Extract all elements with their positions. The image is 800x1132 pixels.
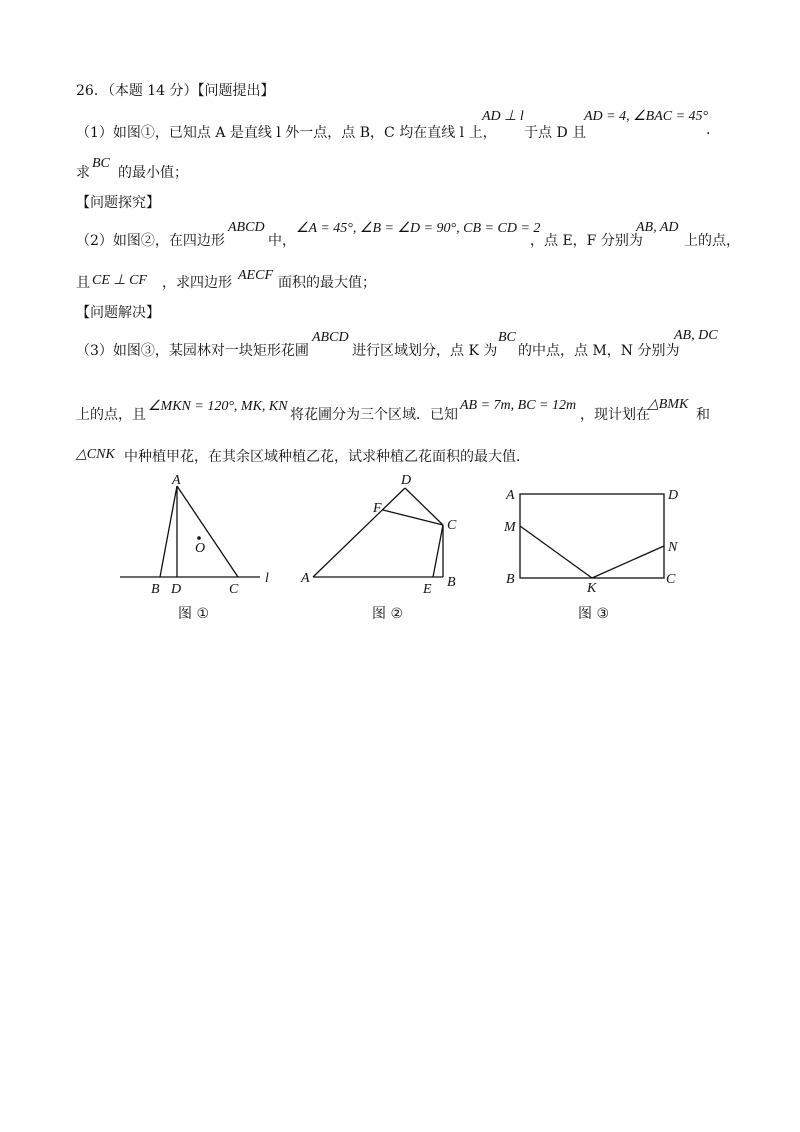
part2-text-c: ，点 E，F 分别为	[530, 233, 643, 249]
label-d: D	[401, 473, 412, 488]
part2-math-perp: CE ⊥ CF	[92, 273, 147, 288]
part1-text-b: 于点 D 且	[524, 125, 587, 141]
label-d: D	[668, 488, 679, 503]
segment-dc	[405, 488, 443, 525]
part2-math-abcd: ABCD	[228, 220, 265, 235]
part2-cond-c: 面积的最大值；	[278, 275, 376, 291]
label-a: A	[301, 571, 310, 586]
part3-math-bmk: △BMK	[648, 397, 689, 412]
part1-question-b: 的最小值；	[118, 165, 188, 181]
part3-math-angle: ∠MKN = 120°, MK, KN	[148, 399, 288, 414]
part3-math-abdc: AB, DC	[674, 328, 718, 343]
figure-3-caption: 图 ③	[578, 606, 610, 622]
figure-2	[295, 470, 475, 595]
point-o	[197, 536, 201, 540]
part3-text-b: 进行区域划分，点 K 为	[352, 343, 498, 359]
part3-cond-c: ，现计划在	[580, 407, 650, 423]
label-d: D	[171, 582, 182, 595]
part2-math-cond: ∠A = 45°, ∠B = ∠D = 90°, CB = CD = 2	[296, 221, 541, 236]
part3-math-abcd: ABCD	[312, 330, 349, 345]
problem-header: 26．（本题 14 分）【问题提出】	[76, 83, 275, 99]
rectangle-abcd	[520, 494, 664, 578]
part3-cond-d: 和	[696, 407, 710, 423]
label-b: B	[151, 582, 160, 595]
figure-1-caption: 图 ①	[178, 606, 210, 622]
label-a: A	[506, 488, 515, 503]
label-f: F	[373, 501, 382, 516]
label-l: l	[265, 571, 269, 586]
part3-math-bc: BC	[498, 330, 516, 345]
label-c: C	[447, 518, 457, 533]
figure-1	[115, 470, 285, 595]
figure-3	[500, 480, 695, 595]
label-e: E	[423, 582, 432, 595]
part2-cond-a: 且	[76, 275, 90, 291]
segment-ad	[313, 488, 405, 577]
label-a: A	[172, 473, 181, 488]
label-o: O	[195, 541, 206, 556]
part1-math-bc: BC	[92, 156, 110, 171]
segment-mk	[520, 526, 592, 578]
part1-text-a: （1）如图①，已知点 A 是直线 l 外一点，点 B，C 均在直线 l 上，	[76, 125, 497, 141]
label-k: K	[587, 581, 597, 595]
label-c: C	[229, 582, 239, 595]
part1-math-perp: AD ⊥ l	[482, 109, 524, 124]
segment-kn	[592, 546, 664, 578]
section-heading-solve: 【问题解决】	[76, 305, 160, 321]
part2-cond-b: ，求四边形	[162, 275, 232, 291]
label-m: M	[504, 520, 516, 535]
segment-ac	[177, 486, 238, 577]
part2-text-b: 中，	[268, 233, 296, 249]
part2-math-aecf: AECF	[238, 268, 273, 283]
part3-question: 中种植甲花，在其余区域种植乙花，试求种植乙花面积的最大值．	[124, 449, 530, 465]
part3-math-dims: AB = 7m, BC = 12m	[460, 398, 577, 413]
segment-ce	[433, 525, 443, 577]
label-n: N	[668, 540, 678, 555]
part3-math-cnk: △CNK	[76, 447, 115, 462]
part3-text-c: 的中点，点 M，N 分别为	[518, 343, 680, 359]
segment-cf	[383, 510, 443, 525]
figure-2-caption: 图 ②	[372, 606, 404, 622]
part3-text-a: （3）如图③，某园林对一块矩形花圃	[76, 343, 309, 359]
part2-math-abad: AB, AD	[636, 220, 679, 235]
label-b: B	[447, 575, 456, 590]
part3-cond-b: 将花圃分为三个区域．已知	[290, 407, 458, 423]
part1-question-a: 求	[76, 165, 90, 181]
label-c: C	[666, 572, 676, 587]
part1-math-cond: AD = 4, ∠BAC = 45°	[584, 109, 709, 124]
part2-text-d: 上的点，	[684, 233, 740, 249]
part1-text-c: .	[706, 122, 711, 138]
part2-text-a: （2）如图②，在四边形	[76, 233, 225, 249]
section-heading-explore: 【问题探究】	[76, 195, 160, 211]
part3-cond-a: 上的点，且	[76, 407, 146, 423]
segment-ab	[160, 486, 177, 577]
label-b: B	[506, 572, 515, 587]
